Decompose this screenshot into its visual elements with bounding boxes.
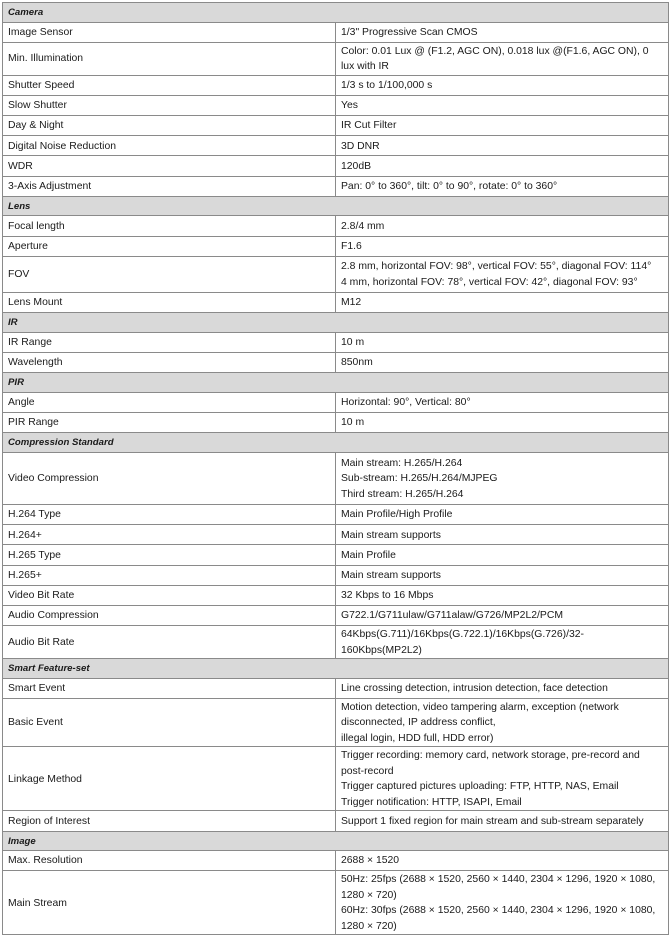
spec-row: [3, 116, 669, 136]
spec-value: [336, 747, 669, 811]
spec-label: Shutter Speed: [3, 75, 336, 95]
spec-label: Video Bit Rate: [3, 585, 336, 605]
spec-value-line: Color: 0.01 Lux @ (F1.2, AGC ON), 0.018 lux @(F1.6, AGC ON), 0 lux with IR: [341, 45, 649, 73]
spec-value-line: 4 mm, horizontal FOV: 78°, vertical FOV: 42°, diagonal FOV: 93°: [341, 276, 638, 288]
spec-row: [3, 585, 669, 605]
spec-value-line: 850nm: [341, 357, 373, 369]
spec-value-line: Sub-stream: H.265/H.264/MJPEG: [341, 473, 498, 485]
spec-value: [336, 505, 669, 525]
spec-row: [3, 236, 669, 256]
spec-row: [3, 332, 669, 352]
spec-label: WDR: [3, 156, 336, 176]
spec-value-line: M12: [341, 297, 362, 309]
spec-label: PIR Range: [3, 412, 336, 432]
spec-row: [3, 95, 669, 115]
spec-value-line: Third stream: H.265/H.264: [341, 488, 464, 500]
spec-label: IR Range: [3, 332, 336, 352]
spec-label: Min. Illumination: [3, 42, 336, 75]
spec-label: Slow Shutter: [3, 95, 336, 115]
spec-row: [3, 256, 669, 292]
spec-value: [336, 412, 669, 432]
spec-label: Video Compression: [3, 452, 336, 505]
spec-value-line: Trigger captured pictures uploading: FTP, HTTP, NAS, Email: [341, 781, 619, 793]
spec-row: [3, 851, 669, 871]
spec-row: [3, 747, 669, 811]
spec-label: Max. Resolution: [3, 851, 336, 871]
spec-value-line: Motion detection, video tampering alarm, exception (network disconnected, IP address conflict,: [341, 701, 619, 729]
spec-value: [336, 678, 669, 698]
spec-label: Smart Event: [3, 678, 336, 698]
spec-value-line: 1/3 s to 1/100,000 s: [341, 80, 433, 92]
spec-value-line: Main Profile/High Profile: [341, 509, 453, 521]
spec-value-line: 2688 × 1520: [341, 855, 400, 867]
spec-row: [3, 626, 669, 659]
spec-value: [336, 452, 669, 505]
spec-label: Region of Interest: [3, 811, 336, 831]
spec-value: [336, 22, 669, 42]
spec-label: Image Sensor: [3, 22, 336, 42]
section-header: [3, 3, 669, 23]
spec-table-body: [3, 3, 669, 935]
spec-value-line: G722.1/G711ulaw/G711alaw/G726/MP2L2/PCM: [341, 610, 563, 622]
spec-value-line: 32 Kbps to 16 Mbps: [341, 590, 434, 602]
section-title: Camera: [3, 3, 669, 23]
spec-value-line: 3D DNR: [341, 140, 380, 152]
spec-value: [336, 851, 669, 871]
spec-label: Day & Night: [3, 116, 336, 136]
spec-row: [3, 606, 669, 626]
section-header: [3, 313, 669, 333]
spec-label: 3-Axis Adjustment: [3, 176, 336, 196]
spec-row: [3, 42, 669, 75]
section-header: [3, 831, 669, 851]
spec-value-line: Horizontal: 90°, Vertical: 80°: [341, 396, 471, 408]
spec-value: [336, 332, 669, 352]
spec-row: [3, 22, 669, 42]
spec-value-line: Line crossing detection, intrusion detection, face detection: [341, 683, 608, 695]
spec-label: Lens Mount: [3, 293, 336, 313]
spec-value-line: Main stream: H.265/H.264: [341, 457, 463, 469]
spec-value-line: 60Hz: 30fps (2688 × 1520, 2560 × 1440, 2304 × 1296, 1920 × 1080, 1280 × 720): [341, 905, 656, 932]
spec-label: H.265 Type: [3, 545, 336, 565]
spec-row: [3, 698, 669, 747]
section-header: [3, 373, 669, 393]
spec-row: [3, 565, 669, 585]
spec-label: Angle: [3, 392, 336, 412]
spec-value-line: illegal login, HDD full, HDD error): [341, 732, 494, 744]
spec-value: [336, 698, 669, 747]
spec-label: Focal length: [3, 216, 336, 236]
spec-value-line: Trigger recording: memory card, network storage, pre-record and post-record: [341, 750, 640, 777]
spec-row: [3, 525, 669, 545]
spec-value: [336, 116, 669, 136]
spec-row: [3, 678, 669, 698]
spec-value-line: IR Cut Filter: [341, 120, 397, 132]
spec-value: [336, 392, 669, 412]
spec-value-line: 1/3" Progressive Scan CMOS: [341, 26, 478, 38]
spec-row: [3, 352, 669, 372]
spec-value-line: Yes: [341, 100, 358, 112]
spec-value-line: 10 m: [341, 417, 365, 429]
section-title: PIR: [3, 373, 669, 393]
spec-value: [336, 352, 669, 372]
spec-value: [336, 236, 669, 256]
spec-value: [336, 871, 669, 935]
section-header: [3, 196, 669, 216]
spec-label: Aperture: [3, 236, 336, 256]
spec-row: [3, 545, 669, 565]
spec-value-line: 120dB: [341, 160, 372, 172]
spec-value: [336, 525, 669, 545]
section-header: [3, 659, 669, 679]
spec-value-line: 2.8/4 mm: [341, 220, 385, 232]
spec-value: [336, 75, 669, 95]
spec-label: H.264 Type: [3, 505, 336, 525]
spec-value: [336, 565, 669, 585]
spec-row: [3, 136, 669, 156]
spec-value: [336, 216, 669, 236]
spec-label: Audio Compression: [3, 606, 336, 626]
spec-value-line: Trigger notification: HTTP, ISAPI, Email: [341, 796, 522, 808]
spec-value: [336, 606, 669, 626]
spec-value: [336, 42, 669, 75]
spec-value-line: 2.8 mm, horizontal FOV: 98°, vertical FOV: 55°, diagonal FOV: 114°: [341, 261, 652, 273]
spec-value: [336, 545, 669, 565]
spec-value: [336, 156, 669, 176]
section-title: Lens: [3, 196, 669, 216]
spec-value: [336, 256, 669, 292]
spec-label: Audio Bit Rate: [3, 626, 336, 659]
spec-label: Wavelength: [3, 352, 336, 372]
spec-row: [3, 412, 669, 432]
spec-value: [336, 626, 669, 659]
spec-value: [336, 176, 669, 196]
spec-row: [3, 452, 669, 505]
spec-label: H.264+: [3, 525, 336, 545]
spec-value-line: 10 m: [341, 337, 365, 349]
spec-value: [336, 585, 669, 605]
section-title: Compression Standard: [3, 433, 669, 453]
spec-value-line: Main Profile: [341, 549, 396, 561]
spec-value: [336, 95, 669, 115]
spec-label: FOV: [3, 256, 336, 292]
spec-row: [3, 293, 669, 313]
spec-value-line: Pan: 0° to 360°, tilt: 0° to 90°, rotate: 0° to 360°: [341, 180, 558, 192]
spec-value: [336, 293, 669, 313]
spec-table: [2, 2, 669, 935]
section-title: Smart Feature-set: [3, 659, 669, 679]
spec-label: Basic Event: [3, 698, 336, 747]
spec-value-line: Main stream supports: [341, 570, 441, 582]
spec-row: [3, 75, 669, 95]
spec-value-line: Support 1 fixed region for main stream and sub-stream separately: [341, 815, 644, 827]
section-title: IR: [3, 313, 669, 333]
spec-label: Digital Noise Reduction: [3, 136, 336, 156]
spec-value-line: Main stream supports: [341, 529, 441, 541]
spec-value-line: 50Hz: 25fps (2688 × 1520, 2560 × 1440, 2304 × 1296, 1920 × 1080, 1280 × 720): [341, 874, 656, 901]
spec-row: [3, 156, 669, 176]
section-title: Image: [3, 831, 669, 851]
spec-row: [3, 811, 669, 831]
spec-row: [3, 871, 669, 935]
section-header: [3, 433, 669, 453]
spec-label: Main Stream: [3, 871, 336, 935]
spec-label: Linkage Method: [3, 747, 336, 811]
spec-label: H.265+: [3, 565, 336, 585]
spec-value-line: 64Kbps(G.711)/16Kbps(G.722.1)/16Kbps(G.726)/32-160Kbps(MP2L2): [341, 629, 584, 656]
spec-value-line: F1.6: [341, 240, 362, 252]
spec-value: [336, 136, 669, 156]
spec-row: [3, 176, 669, 196]
spec-row: [3, 216, 669, 236]
spec-row: [3, 505, 669, 525]
spec-row: [3, 392, 669, 412]
spec-value: [336, 811, 669, 831]
